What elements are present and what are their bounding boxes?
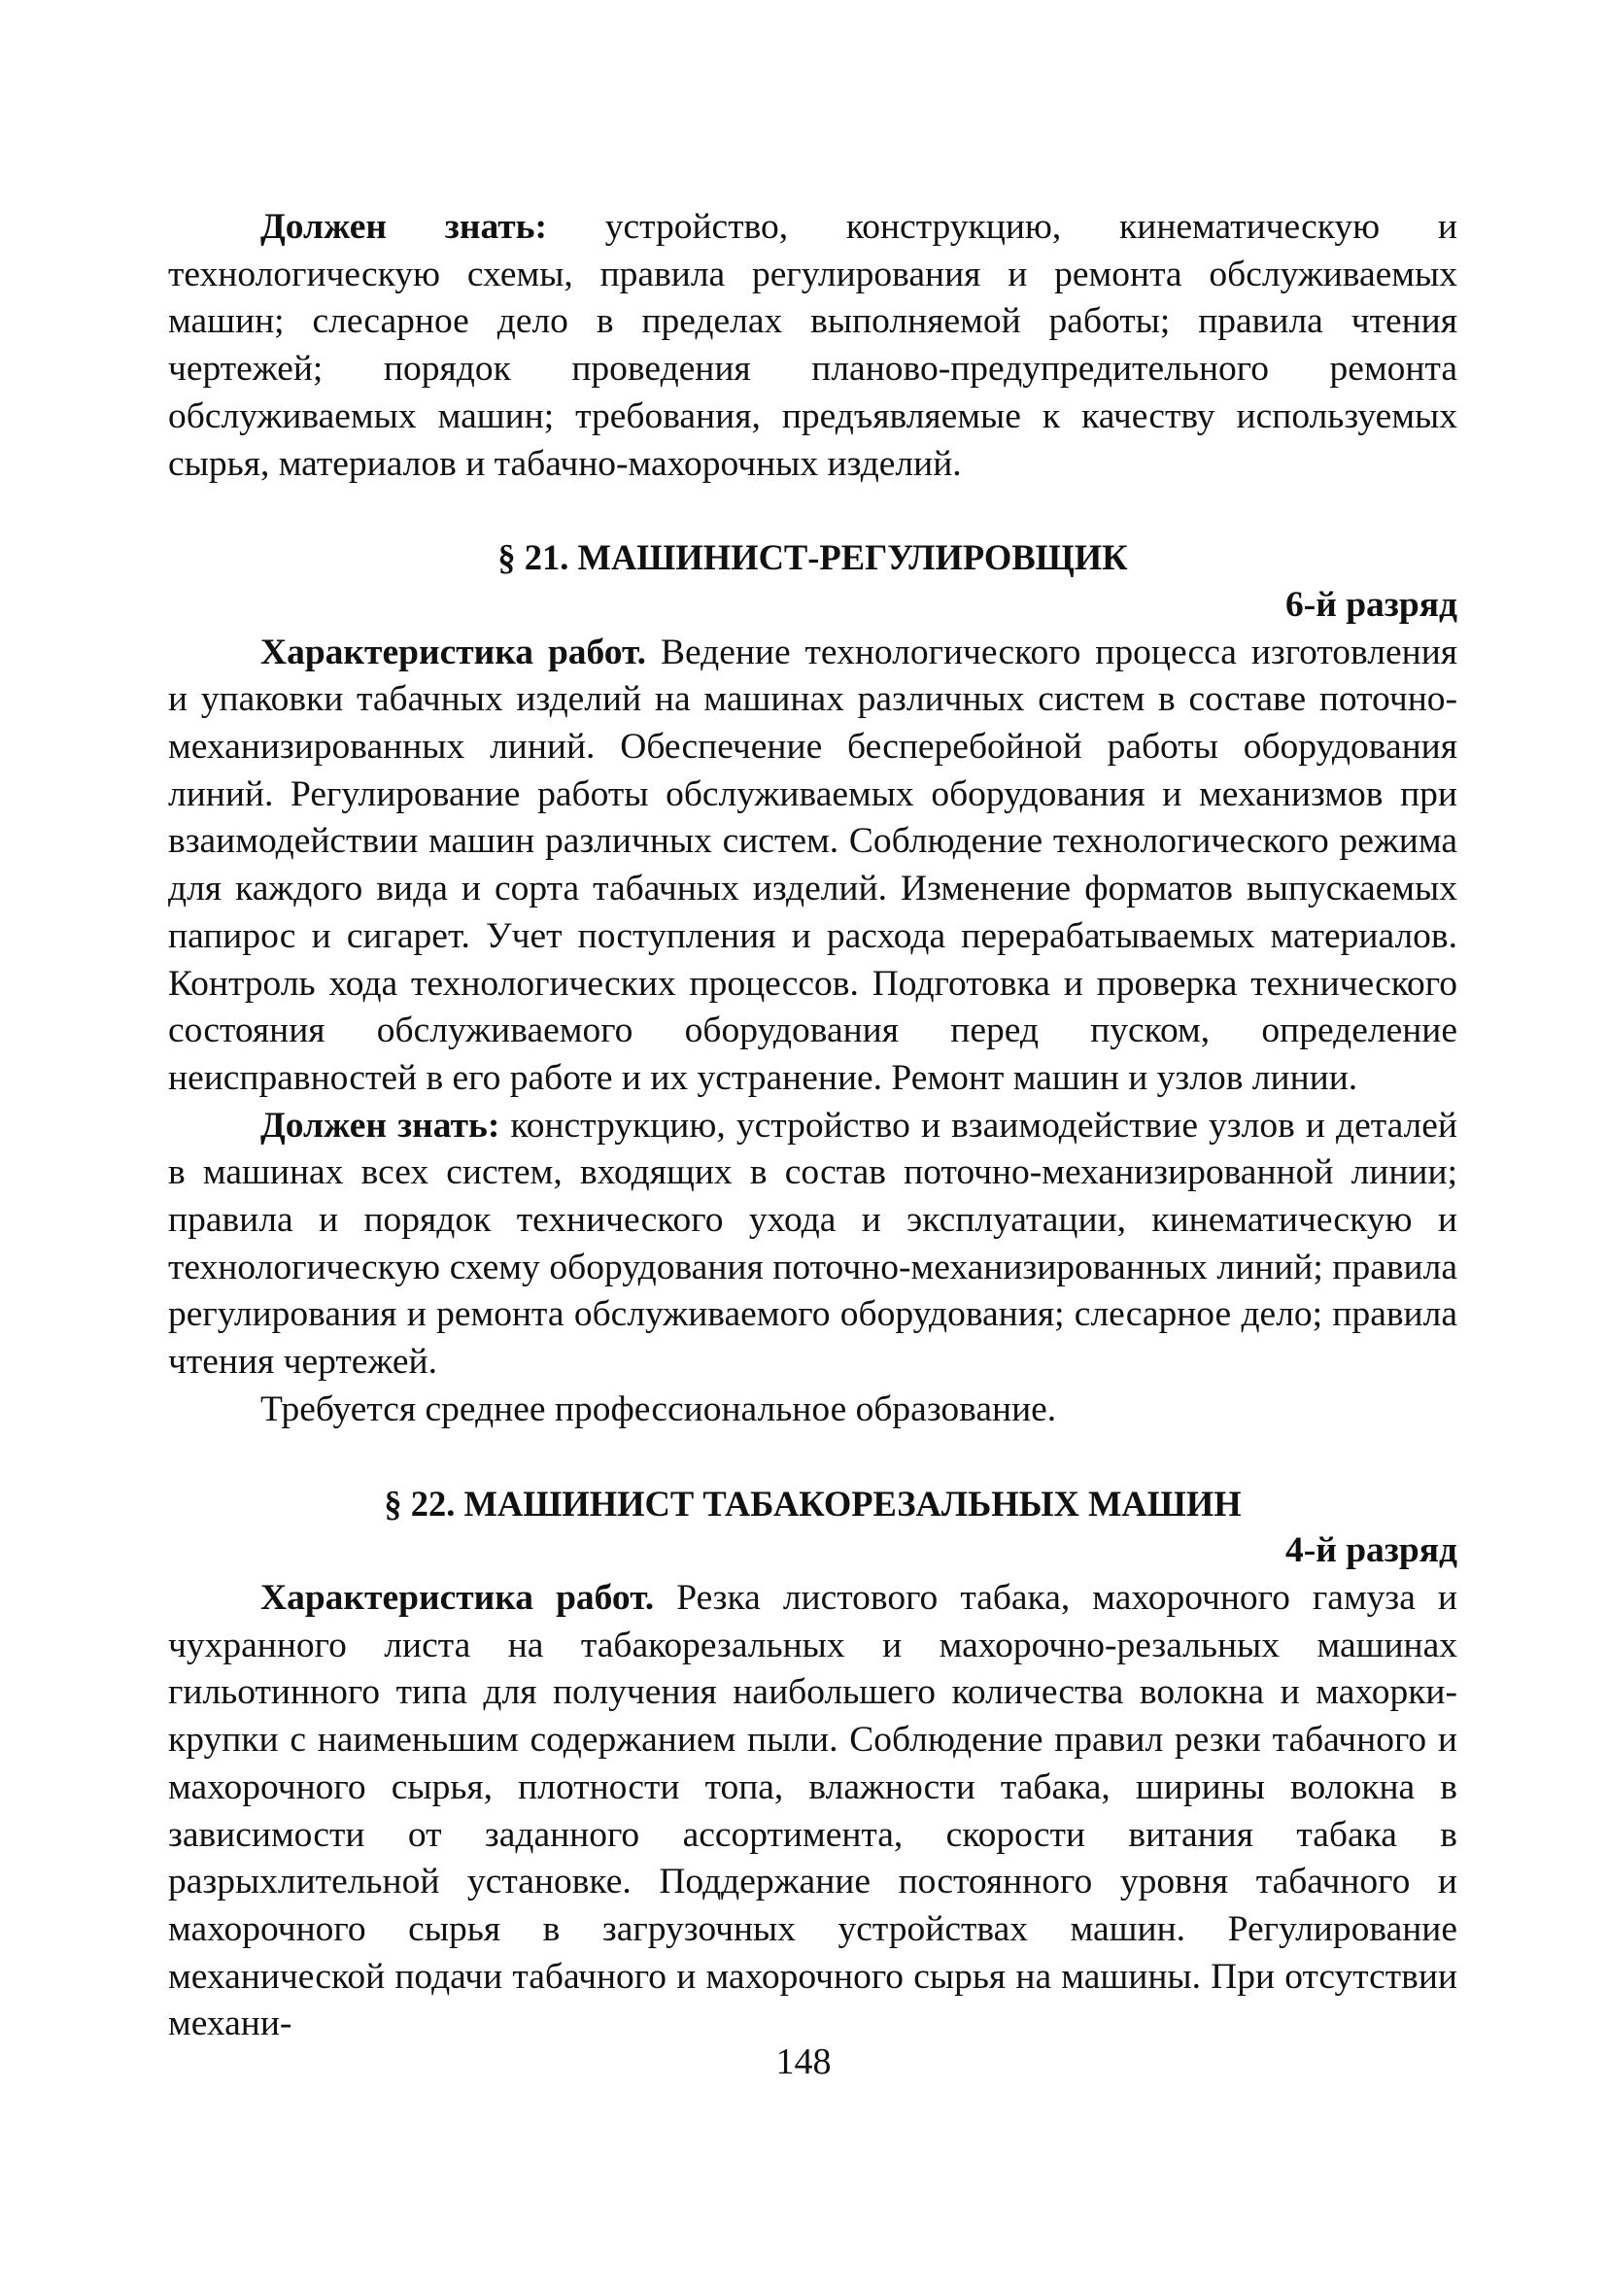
section-21-title: § 21. МАШИНИСТ-РЕГУЛИРОВЩИК — [497, 537, 1128, 578]
intro-paragraph — [168, 204, 1457, 488]
section-21-work-paragraph — [168, 630, 1457, 1103]
section-21-education: Требуется среднее профессиональное образование. — [260, 1388, 1057, 1429]
section-22-grade: 4-й разряд — [1284, 1530, 1457, 1571]
page-number: 148 — [775, 2041, 832, 2082]
section-21-grade: 6-й разряд — [1284, 584, 1457, 625]
intro-text: устройство, конструкцию, кинематическую и технологическую схемы, правила регулирования и ремонта обслуживаемых машин; слесарное дело в пределах выполняемой работы; правила чтения чертежей; порядок проведения планово-предупредительного ремонта обслуживаемых машин; требования, предъявляемые к качеству используемых сырья, материалов и табачно-махорочных изделий. — [168, 207, 1457, 484]
intro-lead: Должен знать: — [260, 207, 547, 247]
section-21-know-lead: Должен знать: — [260, 1105, 500, 1146]
section-22-work-lead: Характеристика работ. — [260, 1577, 655, 1618]
section-22-title: § 22. МАШИНИСТ ТАБАКОРЕЗАЛЬНЫХ МАШИН — [384, 1483, 1242, 1524]
page-body — [168, 204, 1457, 2048]
section-21-know-paragraph — [168, 1103, 1457, 1387]
section-21-know-text: конструкцию, устройство и взаимодействие узлов и деталей в машинах всех систем, входящих в состав поточно-механизированной линии; правила и порядок технического ухода и эксплуатации, кинематическую и технологическую схему оборудования поточно-механизированных линий; правила регулирования и ремонта обслуживаемого оборудования; слесарное дело; правила чтения чертежей. — [168, 1105, 1457, 1383]
section-21-work-text: Ведение технологического процесса изготовления и упаковки табачных изделий на машинах различных систем в составе поточно-механизированных линий. Обеспечение бесперебойной работы оборудования линий. Регулирование работы обслуживаемых оборудования и механизмов при взаимодействии машин различных систем. Соблюдение технологического режима для каждого вида и сорта табачных изделий. Изменение форматов выпускаемых папирос и сигарет. Учет поступления и расхода перерабатываемых материалов. Контроль хода технологических процессов. Подготовка и проверка технического состояния обслуживаемого оборудования перед пуском, определение неисправностей в его работе и их устранение. Ремонт машин и узлов линии. — [168, 632, 1458, 1098]
section-21-work-lead: Характеристика работ. — [260, 632, 647, 672]
section-22-work-text: Резка листового табака, махорочного гамуза и чухранного листа на табакорезальных и махорочно-резальных машинах гильотинного типа для получения наибольшего количества волокна и махорки-крупки с наименьшим содержанием пыли. Соблюдение правил резки табачного и махорочного сырья, плотности топа, влажности табака, ширины волокна в зависимости от заданного ассортимента, скорости витания табака в разрыхлительной установке. Поддержание постоянного уровня табачного и махорочного сырья в загрузочных устройствах машин. Регулирование механической подачи табачного и махорочного сырья на машины. При отсутствии механи- — [168, 1577, 1457, 2044]
section-22-work-paragraph — [168, 1575, 1457, 2048]
